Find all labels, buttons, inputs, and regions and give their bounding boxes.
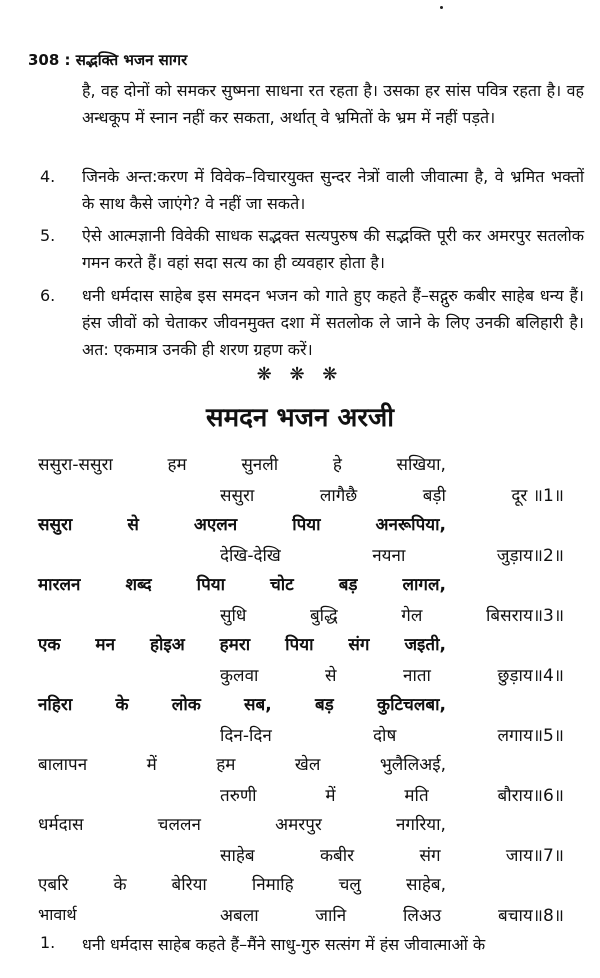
page-header: 308 : सद्भक्ति भजन सागर	[28, 51, 188, 69]
verse-word: जुड़ाय॥2॥	[496, 546, 564, 566]
verse-word: जाय॥7॥	[505, 846, 564, 866]
verse-word: ससुरा	[38, 515, 73, 535]
verse-word: साहेब	[220, 846, 255, 866]
verse-line	[220, 663, 564, 693]
point-number: 4.	[40, 167, 56, 186]
verse-word: से	[127, 515, 139, 535]
verse-word: सखिया,	[396, 455, 446, 475]
verse-word: अनरूपिया,	[375, 515, 446, 535]
verse-line	[38, 512, 446, 542]
verse-word: छुड़ाय॥4॥	[497, 666, 564, 686]
verse-word: चललन	[157, 815, 201, 835]
continued-paragraph: है, वह दोनों को समकर सुष्मना साधना रत रहता है। उसका हर सांस पवित्र रहता है। वह अन्धकूप में स्नान नहीं कर सकता, अर्थात् वे भ्रमितों के भ्रम में नहीं पड़ते।	[82, 81, 584, 127]
verse-word: साहेब,	[405, 875, 446, 895]
verse-word: कुलवा	[220, 666, 259, 686]
verse-word: ससुरा	[220, 486, 255, 506]
verse-word: गेल	[401, 606, 423, 626]
verse-line	[220, 543, 564, 573]
verse-word: निमाहि	[251, 875, 294, 895]
verse-word: बौराय॥6॥	[497, 786, 564, 806]
verse-word: होइअ	[149, 635, 185, 655]
verse-word: शब्द	[125, 575, 152, 595]
point-text: जिनके अन्त:करण में विवेक–विचारयुक्त सुन्दर नेत्रों वाली जीवात्मा है, वे भ्रमित भक्तों के साथ कैसे जाएंगे? वे नहीं जा सकते।	[82, 167, 584, 213]
verse-word: नहिरा	[38, 695, 73, 715]
verse-word: जइती,	[404, 635, 446, 655]
scan-mark	[440, 6, 443, 9]
verse-word: बिसराय॥3॥	[486, 606, 564, 626]
verse-word: बुद्धि	[309, 606, 338, 626]
verse-word: देखि-देखि	[220, 546, 281, 566]
verse-word: भुलैलिअई,	[379, 755, 446, 775]
verse-word: बड़ी	[422, 486, 446, 506]
verse-word: संग	[419, 846, 441, 866]
verse-word: मारलन	[38, 575, 81, 595]
verse-word: पिया	[285, 635, 314, 655]
verse-word: बड़	[314, 695, 334, 715]
verse-word: मन	[95, 635, 116, 655]
verse-word: हे	[332, 455, 342, 475]
verse-word: जानि	[315, 906, 347, 926]
verse-word: खेल	[294, 755, 321, 775]
verse-word: नयना	[372, 546, 406, 566]
verse-word: कुटिचलबा,	[377, 695, 446, 715]
verse-line	[220, 483, 564, 513]
verse-word: पिया	[292, 515, 321, 535]
verse-word: मति	[404, 786, 429, 806]
verse-word: चोट	[269, 575, 294, 595]
bhajan-title: समदन भजन अरजी	[206, 403, 394, 433]
verse-line	[220, 903, 564, 933]
verse-word: अएलन	[193, 515, 238, 535]
verse-word: में	[325, 786, 336, 806]
verse-word: दिन-दिन	[220, 726, 272, 746]
verse-word: लागल,	[402, 575, 446, 595]
verse-word: संग	[348, 635, 370, 655]
verse-word: अबला	[220, 906, 259, 926]
verse-word: बड़	[338, 575, 358, 595]
verse-line	[38, 452, 446, 482]
point-number: 1.	[40, 933, 56, 952]
verse-word: चलु	[338, 875, 361, 895]
bhavarth-heading: भावार्थ	[38, 905, 77, 924]
verse-line	[220, 723, 564, 753]
point-number: 5.	[40, 226, 56, 245]
verse-word: ससुरा-ससुरा	[38, 455, 113, 475]
verse-word: लागैछै	[319, 486, 358, 506]
verse-word: अमरपुर	[275, 815, 322, 835]
verse-line	[38, 872, 446, 902]
point-text: धनी धर्मदास साहेब कहते हैं–मैंने साधु-गुरु सत्संग में हंस जीवात्माओं के	[82, 935, 486, 954]
verse-word: दूर ॥1॥	[511, 486, 564, 506]
point-text: ऐसे आत्मज्ञानी विवेकी साधक सद्भक्त सत्यपुरुष की सद्भक्ति पूरी कर अमरपुर सतलोक गमन करते हैं। वहां सदा सत्य का ही व्यवहार होता है।	[82, 226, 584, 272]
verse-word: कबीर	[320, 846, 355, 866]
verse-word: हमरा	[219, 635, 251, 655]
point-text: धनी धर्मदास साहेब इस समदन भजन को गाते हुए कहते हैं–सद्गुरु कबीर साहेब धन्य हैं। हंस जीवों को चेताकर जीवनमुक्त दशा में सतलोक ले जाने के लिए उनकी बलिहारी है। अत: एकमात्र उनकी ही शरण ग्रहण करें।	[82, 286, 584, 359]
verse-word: लिअउ	[403, 906, 442, 926]
verse-line	[220, 783, 564, 813]
verse-line	[220, 603, 564, 633]
verse-line	[38, 812, 446, 842]
verse-line	[38, 692, 446, 722]
verse-word: नगरिया,	[395, 815, 446, 835]
ornament-divider: ❋ ❋ ❋	[256, 364, 344, 385]
verse-word: बचाय॥8॥	[498, 906, 564, 926]
verse-line	[38, 752, 446, 782]
verse-word: के	[113, 875, 127, 895]
point-number: 6.	[40, 286, 56, 305]
verse-word: पिया	[196, 575, 225, 595]
verse-line	[220, 843, 564, 873]
verse-word: सुनली	[241, 455, 279, 475]
verse-word: में	[146, 755, 157, 775]
verse-word: सुधि	[220, 606, 247, 626]
verse-word: के	[115, 695, 129, 715]
verse-word: बालापन	[38, 755, 88, 775]
verse-line	[38, 572, 446, 602]
verse-word: से	[324, 666, 337, 686]
verse-word: तरुणी	[220, 786, 257, 806]
verse-line	[38, 632, 446, 662]
verse-word: एबरि	[38, 875, 69, 895]
verse-word: एक	[38, 635, 61, 655]
verse-word: बेरिया	[171, 875, 207, 895]
verse-word: लगाय॥5॥	[497, 726, 564, 746]
verse-word: नाता	[403, 666, 431, 686]
verse-word: सब,	[244, 695, 272, 715]
verse-word: लोक	[171, 695, 201, 715]
verse-word: हम	[216, 755, 236, 775]
verse-word: दोष	[373, 726, 397, 746]
verse-word: हम	[167, 455, 187, 475]
verse-word: धर्मदास	[38, 815, 84, 835]
